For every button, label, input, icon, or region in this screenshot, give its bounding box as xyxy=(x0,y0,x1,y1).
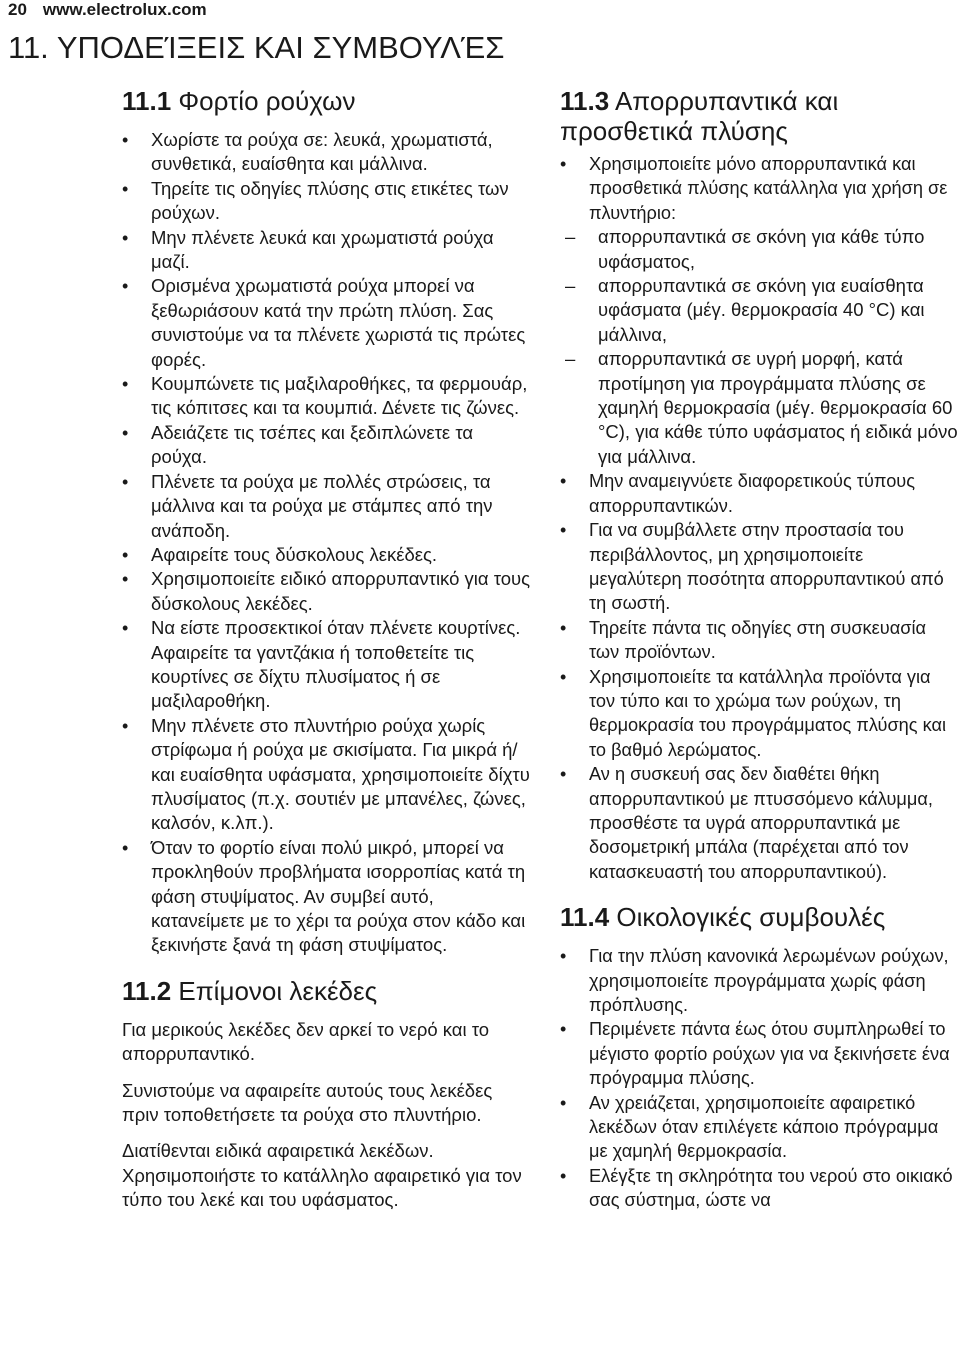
list-item xyxy=(122,543,532,567)
section-detergents-title xyxy=(560,86,960,146)
section-title-text: Απορρυπαντικά και προσθετικά πλύσης xyxy=(560,86,839,146)
list-item-text: Χρησιμοποιείτε μόνο απορρυπαντικά και προσθετικά πλύσης κατάλληλα για χρήση σε πλυντήριο: xyxy=(589,154,948,223)
bullet-icon: • xyxy=(560,471,567,492)
list-item xyxy=(122,177,532,226)
bullet-icon: • xyxy=(122,471,129,492)
list-item-text: Αν χρειάζεται, χρησιμοποιείτε αφαιρετικό λεκέδων όταν επιλέγετε κάποιο πρόγραμμα με χαμηλή θερμοκρασία. xyxy=(589,1092,939,1162)
list-item xyxy=(560,518,960,616)
page-number: 20 xyxy=(8,0,27,19)
list-item-text: Ορισμένα χρωματιστά ρούχα μπορεί να ξεθωριάσουν κατά την πρώτη πλύση. Σας συνιστούμε να τα πλένετε χωριστά τις πρώτες φορές. xyxy=(151,275,526,370)
right-column xyxy=(560,86,960,1213)
list-item-text: Για να συμβάλλετε στην προστασία του περιβάλλοντος, μη χρησιμοποιείτε μεγαλύτερη ποσότητα απορρυπαντικού από τη σωστή. xyxy=(589,520,944,614)
section-title-text: Οικολογικές συμβουλές xyxy=(616,902,886,933)
list-item xyxy=(122,128,532,177)
website-url: www.electrolux.com xyxy=(42,0,207,19)
list-item-text: Χωρίστε τα ρούχα σε: λευκά, χρωματιστά, συνθετικά, ευαίσθητα και μάλλινα. xyxy=(151,129,493,175)
bullet-icon: • xyxy=(560,520,567,541)
list-item-text: Να είστε προσεκτικοί όταν πλένετε κουρτίνες. Αφαιρείτε τα γαντζάκια ή τοποθετείτε τις κουρτίνες σε δίχτυ πλυσίματος ή σε μαξιλαροθήκη. xyxy=(151,617,521,712)
bullet-icon: • xyxy=(560,666,567,687)
list-item xyxy=(560,152,960,225)
section-number: 11.2 xyxy=(122,975,172,1006)
page-header xyxy=(8,0,207,20)
list-item-text: Πλένετε τα ρούχα με πολλές στρώσεις, τα μάλλινα και τα ρούχα με στάμπες από την ανάποδη. xyxy=(151,470,493,541)
list-item xyxy=(122,836,532,958)
laundry-load-list xyxy=(122,128,532,958)
section-laundry-load-title xyxy=(122,86,532,116)
list-item-text: απορρυπαντικά σε υγρή μορφή, κατά προτίμηση για προγράμματα πλύσης σε χαμηλή θερμοκρασία (μέγ. θερμοκρασία 60 °C), για κάθε τύπο υφάσματος ή ειδικά μόνο για μάλλινα. xyxy=(598,348,958,467)
section-title-text: Φορτίο ρούχων xyxy=(178,86,356,116)
list-item-text: απορρυπαντικά σε σκόνη για ευαίσθητα υφάσματα (μέγ. θερμοκρασία 40 °C) και μάλλινα, xyxy=(598,275,925,345)
list-item-text: Τηρείτε πάντα τις οδηγίες στη συσκευασία των προϊόντων. xyxy=(589,617,927,663)
list-item-text: Μην πλένετε λευκά και χρωματιστά ρούχα μαζί. xyxy=(151,226,494,273)
list-item-text: Μην πλένετε στο πλυντήριο ρούχα χωρίς στρίφωμα ή ρούχα με σκισίματα. Για μικρά ή/και ευαίσθητα υφάσματα, χρησιμοποιείτε δίχτυ πλυσίματος (π.χ. σουτιέν με μπανέλες, ζώνες, καλσόν, κ.λπ.). xyxy=(151,714,530,834)
bullet-icon: • xyxy=(122,569,129,590)
list-item-text: Για την πλύση κανονικά λερωμένων ρούχων, χρησιμοποιείτε προγράμματα χωρίς φάση πρόπλυσης. xyxy=(589,946,949,1015)
paragraph: Συνιστούμε να αφαιρείτε αυτούς τους λεκέδες πριν τοποθετήσετε τα ρούχα στο πλυντήριο. xyxy=(122,1079,493,1126)
bullet-icon: • xyxy=(560,154,567,174)
list-item xyxy=(560,1164,960,1213)
detergents-list xyxy=(560,152,960,225)
bullet-icon: • xyxy=(122,276,129,297)
dash-icon: – xyxy=(565,275,576,297)
bullet-icon: • xyxy=(122,374,129,395)
bullet-icon: • xyxy=(560,1019,567,1040)
list-item-text: Τηρείτε τις οδηγίες πλύσης στις ετικέτες των ρούχων. xyxy=(151,177,509,224)
sub-list-item xyxy=(560,274,960,347)
bullet-icon: • xyxy=(122,715,129,736)
section-eco-tips-title xyxy=(560,902,960,932)
sub-list-item xyxy=(560,347,960,469)
paragraph: Για μερικούς λεκέδες δεν αρκεί το νερό και το απορρυπαντικό. xyxy=(122,1018,490,1065)
list-item xyxy=(560,944,960,1017)
list-item xyxy=(560,469,960,518)
list-item-text: Περιμένετε πάντα έως ότου συμπληρωθεί το μέγιστο φορτίο ρούχων για να ξεκινήσετε ένα πρόγραμμα πλύσης. xyxy=(589,1019,950,1089)
section-number: 11.4 xyxy=(560,902,610,933)
list-item-text: Χρησιμοποιείτε ειδικό απορρυπαντικό για τους δύσκολους λεκέδες. xyxy=(151,568,531,614)
list-item-text: Όταν το φορτίο είναι πολύ μικρό, μπορεί να προκληθούν προβλήματα ισορροπίας κατά τη φάση στυψίματος. Αν συμβεί αυτό, κατανείμετε με το χέρι τα ρούχα στον κάδο και ξεκινήστε ξανά τη φάση στυψίματος. xyxy=(151,836,526,956)
bullet-icon: • xyxy=(122,618,129,639)
list-item xyxy=(560,665,960,763)
bullet-icon: • xyxy=(560,1165,567,1186)
list-item-text: Μην αναμειγνύετε διαφορετικούς τύπους απορρυπαντικών. xyxy=(589,471,916,516)
chapter-title: 11. ΥΠΟΔΕΊΞΕΙΣ ΚΑΙ ΣΥΜΒΟΥΛΈΣ xyxy=(8,30,505,65)
bullet-icon: • xyxy=(560,1092,567,1113)
bullet-icon: • xyxy=(122,837,129,858)
bullet-icon: • xyxy=(122,422,129,443)
paragraph: Διατίθενται ειδικά αφαιρετικά λεκέδων. Χρησιμοποιήστε το κατάλληλο αφαιρετικό για τον τύπο του λεκέ και του υφάσματος. xyxy=(122,1140,522,1211)
list-item xyxy=(560,762,960,884)
bullet-icon: • xyxy=(122,227,129,248)
list-item xyxy=(560,1091,960,1164)
list-item xyxy=(122,567,532,616)
list-item-text: Αφαιρείτε τους δύσκολους λεκέδες. xyxy=(151,543,438,565)
list-item-text: Χρησιμοποιείτε τα κατάλληλα προϊόντα για τον τύπο και το χρώμα των ρούχων, τη θερμοκρασία του προγράμματος πλύσης και το βαθμό λερώματος. xyxy=(589,666,947,760)
list-item xyxy=(122,226,532,275)
section-number: 11.3 xyxy=(560,86,610,116)
bullet-icon: • xyxy=(560,617,567,638)
section-number: 11.1 xyxy=(122,86,172,116)
detergents-list-continued xyxy=(560,469,960,884)
list-item xyxy=(122,421,532,470)
list-item xyxy=(122,372,532,421)
eco-tips-list xyxy=(560,944,960,1212)
dash-icon: – xyxy=(565,348,576,370)
list-item-text: Αν η συσκευή σας δεν διαθέτει θήκη απορρυπαντικού με πτυσσόμενο κάλυμμα, προσθέστε τα υγρά απορρυπαντικά με δοσομετρική μπάλα (παρέχεται από τον κατασκευαστή του απορρυπαντικού). xyxy=(589,764,933,882)
list-item xyxy=(122,274,532,372)
section-title-text: Επίμονοι λεκέδες xyxy=(178,975,378,1006)
bullet-icon: • xyxy=(560,764,567,785)
sub-list-item xyxy=(560,225,960,274)
detergent-types-list xyxy=(560,225,960,469)
bullet-icon: • xyxy=(560,946,567,967)
list-item xyxy=(560,1017,960,1090)
list-item xyxy=(122,714,532,836)
dash-icon: – xyxy=(565,226,576,248)
bullet-icon: • xyxy=(122,544,129,565)
list-item-text: Ελέγξτε τη σκληρότητα του νερού στο οικιακό σας σύστημα, ώστε να xyxy=(589,1165,953,1211)
list-item xyxy=(122,470,532,543)
bullet-icon: • xyxy=(122,130,129,150)
left-column xyxy=(122,86,532,1225)
list-item-text: απορρυπαντικά σε σκόνη για κάθε τύπο υφάσματος, xyxy=(598,226,925,272)
list-item-text: Κουμπώνετε τις μαξιλαροθήκες, τα φερμουάρ, τις κόπιτσες και τα κουμπιά. Δένετε τις ζώνες. xyxy=(151,373,528,419)
section-stubborn-stains-title xyxy=(122,976,532,1006)
list-item xyxy=(560,616,960,665)
bullet-icon: • xyxy=(122,178,129,199)
list-item-text: Αδειάζετε τις τσέπες και ξεδιπλώνετε τα ρούχα. xyxy=(151,421,474,468)
list-item xyxy=(122,616,532,714)
